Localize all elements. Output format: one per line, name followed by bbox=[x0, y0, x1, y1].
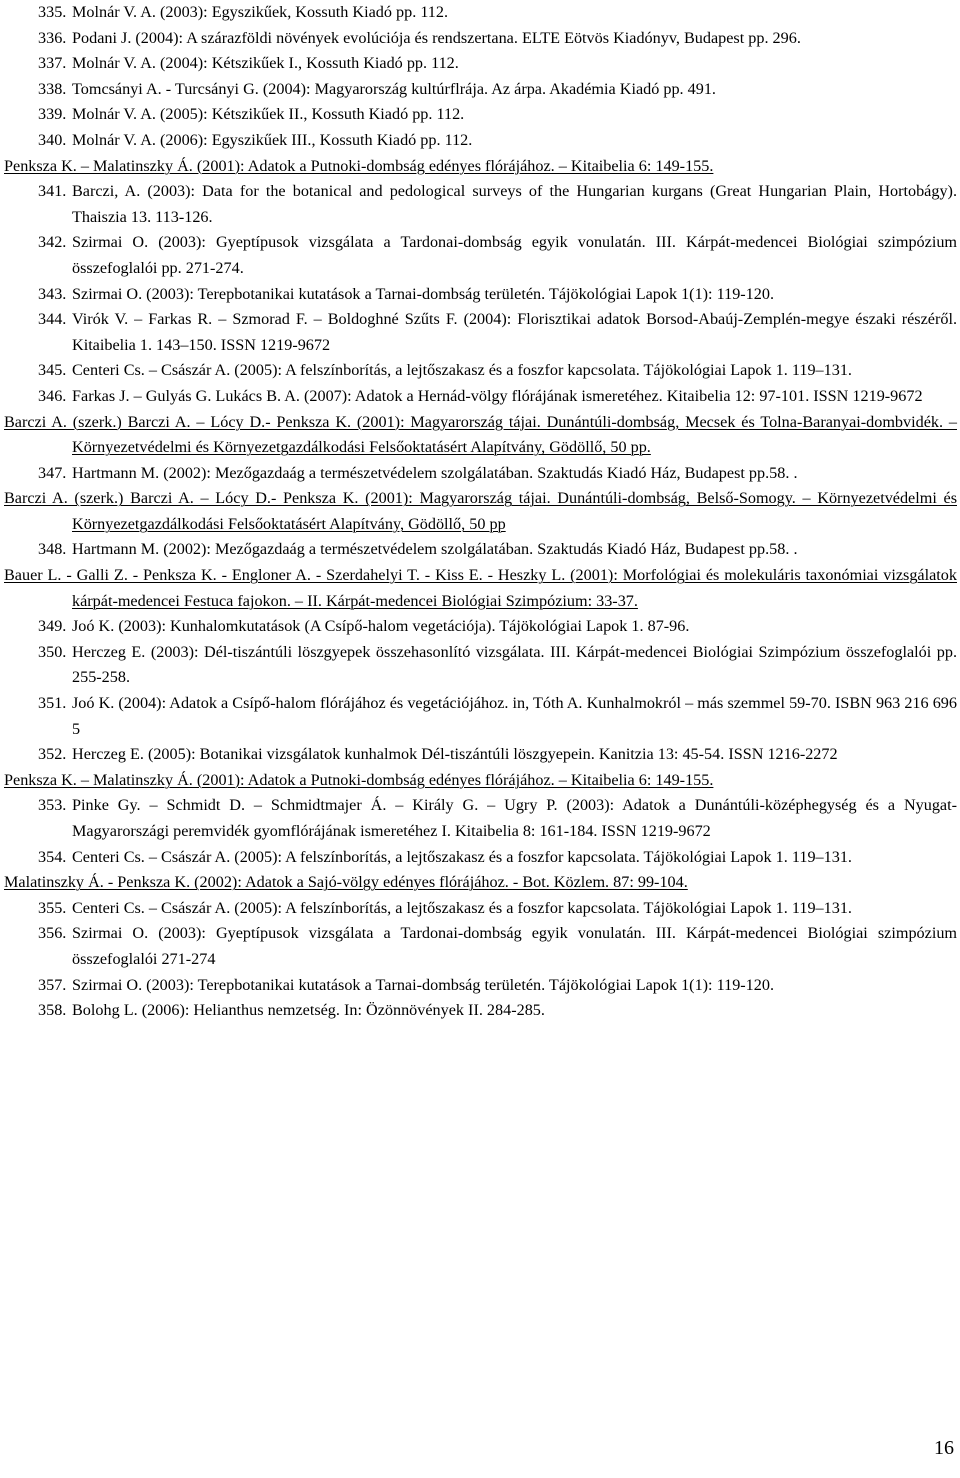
reference-number: 341. bbox=[38, 182, 67, 201]
reference-number: 350. bbox=[38, 642, 67, 661]
reference-text: Centeri Cs. – Császár A. (2005): A felszínborítás, a lejtőszakasz és a foszfor kapcsolata. Tájökológiai Lapok 1. 119–131. bbox=[72, 847, 852, 866]
reference-text: Virók V. – Farkas R. – Szmorad F. – Boldoghné Szűts F. (2004): Florisztikai adatok Borsod-Abaúj-Zemplén-megye északi részéről. Kitaibelia 1. 143–150. ISSN 1219-9672 bbox=[72, 310, 957, 354]
reference-number: 344. bbox=[38, 310, 67, 329]
reference-text: Hartmann M. (2002): Mezőgazdaág a természetvédelem szolgálatában. Szaktudás Kiadó Ház, Budapest pp.58. . bbox=[72, 463, 798, 482]
reference-text: Molnár V. A. (2005): Kétszikűek II., Kossuth Kiadó pp. 112. bbox=[72, 105, 465, 124]
reference-entry bbox=[4, 614, 957, 640]
reference-entry bbox=[4, 77, 957, 103]
reference-number: 335. bbox=[38, 3, 67, 21]
reference-number: 346. bbox=[38, 386, 67, 405]
reference-text: Barczi, A. (2003): Data for the botanical and pedological surveys of the Hungarian kurgans (Great Hungarian Plain, Hortobágy). Thaiszia 13. 113-126. bbox=[72, 182, 957, 226]
reference-entry bbox=[4, 0, 957, 26]
reference-entry bbox=[4, 691, 957, 742]
reference-text: Pinke Gy. – Schmidt D. – Schmidtmajer Á. – Király G. – Ugry P. (2003): Adatok a Dunántúli-középhegység és a Nyugat-Magyarországi peremvidék gyomflórájának ismeretéhez I. Kitaibelia 8: 161-184. ISSN 1219-9672 bbox=[72, 796, 957, 840]
reference-entry bbox=[4, 358, 957, 384]
reference-entry bbox=[4, 921, 957, 972]
reference-entry bbox=[4, 742, 957, 768]
reference-number: 354. bbox=[38, 847, 67, 866]
reference-text: Bauer L. - Galli Z. - Penksza K. - Engloner A. - Szerdahelyi T. - Kiss E. - Heszky L. (2001): Morfológiai és molekuláris taxonómiai vizsgálatok kárpát-medencei Festuca fajokon. – II. Kárpát-medencei Biológiai Szimpózium: 33-37. bbox=[4, 566, 957, 610]
reference-entry bbox=[4, 26, 957, 52]
reference-entry bbox=[4, 768, 957, 794]
reference-number: 356. bbox=[38, 924, 67, 943]
reference-text: Szirmai O. (2003): Terepbotanikai kutatások a Tarnai-dombság területén. Tájökológiai Lapok 1(1): 119-120. bbox=[72, 284, 775, 303]
reference-entry bbox=[4, 845, 957, 871]
reference-entry bbox=[4, 51, 957, 77]
reference-number: 342. bbox=[38, 233, 67, 252]
reference-text: Szirmai O. (2003): Terepbotanikai kutatások a Tarnai-dombság területén. Tájökológiai Lapok 1(1): 119-120. bbox=[72, 975, 775, 994]
reference-text: Herczeg E. (2005): Botanikai vizsgálatok kunhalmok Dél-tiszántúli löszgyepein. Kanitzia 13: 45-54. ISSN 1216-2272 bbox=[72, 745, 838, 764]
reference-text: Hartmann M. (2002): Mezőgazdaág a természetvédelem szolgálatában. Szaktudás Kiadó Ház, Budapest pp.58. . bbox=[72, 540, 798, 559]
reference-entry bbox=[4, 973, 957, 999]
reference-text: Joó K. (2003): Kunhalomkutatások (A Csípő-halom vegetációja). Tájökológiai Lapok 1. 87-96. bbox=[72, 617, 690, 636]
reference-number: 357. bbox=[38, 975, 67, 994]
reference-text: Barczi A. (szerk.) Barczi A. – Lócy D.- Penksza K. (2001): Magyarország tájai. Dunántúli-dombság, Mecsek és Tolna-Baranyai-dombvidék. – Környezetvédelmi és Környezetgazdálkodási Felsőoktatásért Alapítvány, Gödöllő, 50 pp. bbox=[4, 412, 957, 457]
reference-number: 339. bbox=[38, 105, 67, 124]
reference-text: Molnár V. A. (2006): Egyszikűek III., Kossuth Kiadó pp. 112. bbox=[72, 130, 473, 149]
reference-entry bbox=[4, 154, 957, 180]
reference-entry bbox=[4, 998, 957, 1024]
reference-entry bbox=[4, 486, 957, 537]
reference-entry bbox=[4, 102, 957, 128]
reference-entry bbox=[4, 870, 957, 896]
reference-entry bbox=[4, 179, 957, 230]
reference-number: 349. bbox=[38, 617, 67, 636]
reference-entry bbox=[4, 461, 957, 487]
reference-text: Penksza K. – Malatinszky Á. (2001): Adatok a Putnoki-dombság edényes flórájához. – Kitaibelia 6: 149-155. bbox=[4, 770, 714, 789]
reference-entry bbox=[4, 282, 957, 308]
reference-number: 340. bbox=[38, 130, 67, 149]
reference-text: Szirmai O. (2003): Gyeptípusok vizsgálata a Tardonai-dombság egyik vonulatán. III. Kárpát-medencei Biológiai szimpózium összefoglalói 271-274 bbox=[72, 924, 957, 968]
reference-text: Tomcsányi A. - Turcsányi G. (2004): Magyarország kultúrflrája. Az árpa. Akadémia Kiadó pp. 491. bbox=[72, 79, 716, 98]
reference-text: Joó K. (2004): Adatok a Csípő-halom flórájához és vegetációjához. in, Tóth A. Kunhalmokról – más szemmel 59-70. ISBN 963 216 696 5 bbox=[72, 694, 957, 738]
reference-text: Barczi A. (szerk.) Barczi A. – Lócy D.- Penksza K. (2001): Magyarország tájai. Dunántúli-dombság, Belső-Somogy. – Környezetvédelmi és Környezetgazdálkodási Felsőoktatásért Alapítvány, Gödöllő, 50 pp bbox=[4, 489, 957, 533]
reference-number: 358. bbox=[38, 1001, 67, 1020]
reference-entry bbox=[4, 410, 957, 461]
reference-number: 355. bbox=[38, 898, 67, 917]
reference-text: Malatinszky Á. - Penksza K. (2002): Adatok a Sajó-völgy edényes flórájához. - Bot. Közlem. 87: 99-104. bbox=[4, 873, 688, 892]
reference-text: Molnár V. A. (2004): Kétszikűek I., Kossuth Kiadó pp. 112. bbox=[72, 54, 459, 73]
reference-number: 348. bbox=[38, 540, 67, 559]
reference-number: 351. bbox=[38, 694, 67, 713]
reference-text: Bolohg L. (2006): Helianthus nemzetség. In: Özönnövények II. 284-285. bbox=[72, 1001, 545, 1020]
reference-text: Podani J. (2004): A szárazföldi növények evolúciója és rendszertana. ELTE Eötvös Kiadónyv, Budapest pp. 296. bbox=[72, 28, 801, 47]
reference-text: Herczeg E. (2003): Dél-tiszántúli löszgyepek összehasonlító vizsgálata. III. Kárpát-medencei Biológiai Szimpózium összefoglalói pp. 255-258. bbox=[72, 642, 957, 687]
reference-number: 338. bbox=[38, 79, 67, 98]
reference-number: 347. bbox=[38, 463, 67, 482]
reference-text: Centeri Cs. – Császár A. (2005): A felszínborítás, a lejtőszakasz és a foszfor kapcsolata. Tájökológiai Lapok 1. 119–131. bbox=[72, 361, 852, 380]
reference-entry bbox=[4, 230, 957, 281]
reference-number: 345. bbox=[38, 361, 67, 380]
reference-text: Centeri Cs. – Császár A. (2005): A felszínborítás, a lejtőszakasz és a foszfor kapcsolata. Tájökológiai Lapok 1. 119–131. bbox=[72, 898, 852, 917]
reference-entry bbox=[4, 793, 957, 844]
reference-number: 352. bbox=[38, 745, 67, 764]
reference-text: Farkas J. – Gulyás G. Lukács B. A. (2007): Adatok a Hernád-völgy flórájának ismeretéhez. Kitaibelia 12: 97-101. ISSN 1219-9672 bbox=[72, 386, 923, 405]
reference-entry bbox=[4, 384, 957, 410]
reference-list bbox=[4, 0, 957, 1024]
reference-entry bbox=[4, 307, 957, 358]
reference-text: Penksza K. – Malatinszky Á. (2001): Adatok a Putnoki-dombság edényes flórájához. – Kitaibelia 6: 149-155. bbox=[4, 156, 714, 175]
reference-entry bbox=[4, 563, 957, 614]
page-number: 16 bbox=[934, 1437, 954, 1459]
reference-number: 336. bbox=[38, 28, 67, 47]
reference-text: Molnár V. A. (2003): Egyszikűek, Kossuth Kiadó pp. 112. bbox=[72, 3, 449, 21]
reference-entry bbox=[4, 537, 957, 563]
reference-text: Szirmai O. (2003): Gyeptípusok vizsgálata a Tardonai-dombság egyik vonulatán. III. Kárpát-medencei Biológiai szimpózium összefoglalói pp. 271-274. bbox=[72, 233, 957, 277]
reference-number: 337. bbox=[38, 54, 67, 73]
reference-entry bbox=[4, 640, 957, 691]
reference-entry bbox=[4, 896, 957, 922]
reference-number: 343. bbox=[38, 284, 67, 303]
reference-entry bbox=[4, 128, 957, 154]
reference-number: 353. bbox=[38, 796, 67, 815]
